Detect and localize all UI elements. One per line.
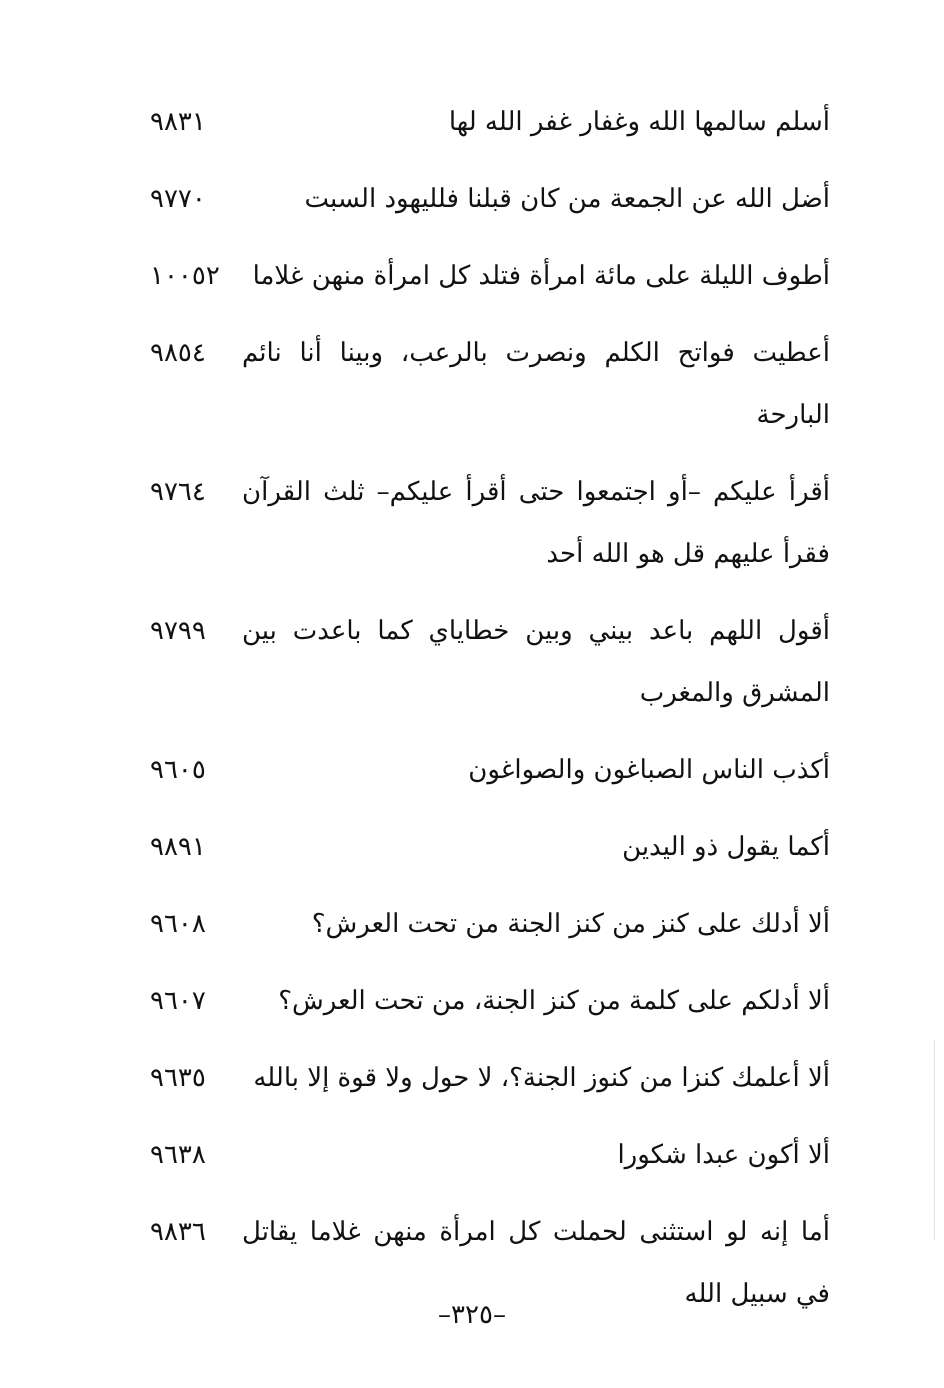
entry-number: ٩٧٦٤ xyxy=(150,477,206,507)
entry-text: أسلم سالمها الله وغفار غفر الله لها xyxy=(448,107,830,137)
entry-text: أطوف الليلة على مائة امرأة فتلد كل امرأة منهن غلاما xyxy=(252,261,830,291)
entry-number: ٩٧٩٩ xyxy=(150,616,206,646)
entry-number: ٩٧٧٠ xyxy=(150,184,206,214)
hadith-index-list xyxy=(150,96,830,1345)
entry-number: ٩٦٠٥ xyxy=(150,755,206,785)
index-entry xyxy=(150,975,830,1032)
entry-text: أعطيت فواتح الكلم ونصرت بالرعب، وبينا أنا نائم البارحة xyxy=(242,338,830,430)
entry-text: ألا أكون عبدا شكورا xyxy=(617,1140,830,1170)
entry-number: ٩٦٠٨ xyxy=(150,909,206,939)
index-entry xyxy=(150,173,830,230)
index-entry xyxy=(150,250,830,307)
entry-number: ٩٨٩١ xyxy=(150,832,206,862)
scan-edge-divider xyxy=(934,1040,935,1240)
index-entry xyxy=(150,744,830,801)
entry-text: أقول اللهم باعد بيني وبين خطاياي كما باعدت بين المشرق والمغرب xyxy=(242,616,830,708)
index-entry xyxy=(150,898,830,955)
entry-text: ألا أدلك على كنز من كنز الجنة من تحت العرش؟ xyxy=(311,909,830,939)
entry-number: ٩٨٥٤ xyxy=(150,338,206,368)
entry-text: أما إنه لو استثنى لحملت كل امرأة منهن غلاما يقاتل في سبيل الله xyxy=(242,1217,830,1309)
entry-text: أكذب الناس الصباغون والصواغون xyxy=(468,755,830,785)
entry-text: أكما يقول ذو اليدين xyxy=(622,832,830,862)
entry-text: ألا أدلكم على كلمة من كنز الجنة، من تحت العرش؟ xyxy=(278,986,830,1016)
index-entry xyxy=(150,605,830,724)
entry-number: ٩٦٣٨ xyxy=(150,1140,206,1170)
entry-number: ٩٦٠٧ xyxy=(150,986,206,1016)
entry-number: ٩٦٣٥ xyxy=(150,1063,206,1093)
entry-text: أقرأ عليكم –أو اجتمعوا حتى أقرأ عليكم– ثلث القرآن فقرأ عليهم قل هو الله أحد xyxy=(242,477,830,569)
entry-number: ٩٨٣٦ xyxy=(150,1217,206,1247)
index-entry xyxy=(150,466,830,585)
index-entry xyxy=(150,1052,830,1109)
index-entry xyxy=(150,821,830,878)
entry-number: ١٠٠٥٢ xyxy=(150,261,220,291)
index-entry xyxy=(150,96,830,153)
entry-text: ألا أعلمك كنزا من كنوز الجنة؟، لا حول ولا قوة إلا بالله xyxy=(253,1063,830,1093)
entry-number: ٩٨٣١ xyxy=(150,107,206,137)
entry-text: أضل الله عن الجمعة من كان قبلنا فلليهود السبت xyxy=(304,184,830,214)
page-number: –٣٢٥– xyxy=(438,1300,506,1330)
index-entry xyxy=(150,327,830,446)
index-entry xyxy=(150,1129,830,1186)
